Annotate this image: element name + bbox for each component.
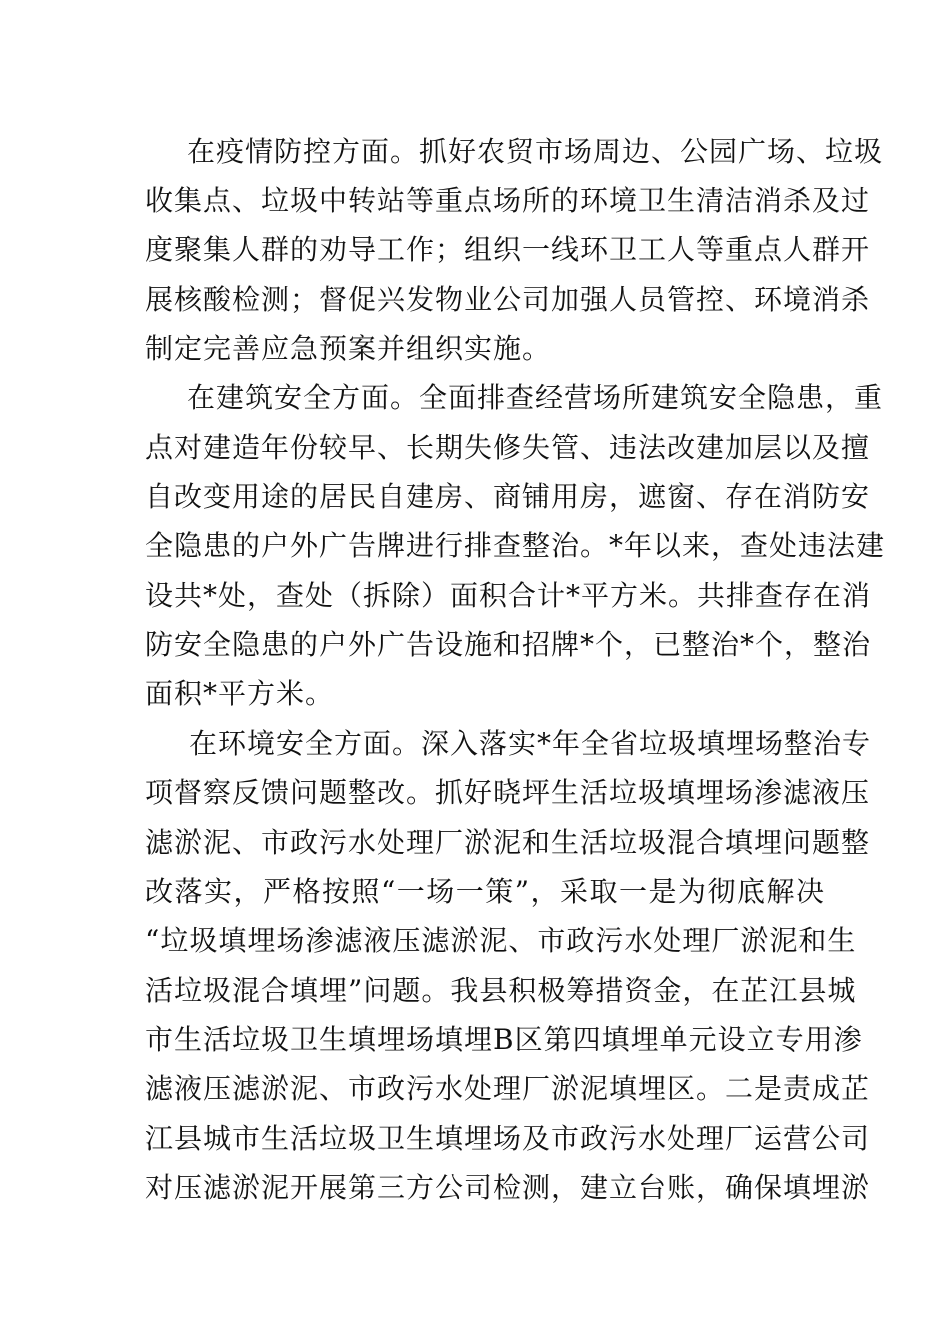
text-line: 设共*处，查处（拆除）面积合计*平方米。共排查存在消: [145, 579, 872, 612]
text-line: 对压滤淤泥开展第三方公司检测，建立台账，确保填埋淤: [145, 1171, 871, 1204]
text-line: 防安全隐患的户外广告设施和招牌*个，已整治*个，整治: [145, 628, 872, 661]
text-line: 度聚集人群的劝导工作；组织一线环卫工人等重点人群开: [145, 233, 871, 266]
text-line: 滤液压滤淤泥、市政污水处理厂淤泥填埋区。二是责成芷: [145, 1072, 871, 1105]
text-line: 江县城市生活垃圾卫生填埋场及市政污水处理厂运营公司: [145, 1122, 871, 1155]
text-line: 市生活垃圾卫生填埋场填埋B区第四填埋单元设立专用渗: [145, 1023, 863, 1056]
text-line: 在建筑安全方面。全面排查经营场所建筑安全隐患，重: [187, 381, 884, 414]
text-line: 项督察反馈问题整改。抓好晓坪生活垃圾填埋场渗滤液压: [145, 776, 871, 809]
text-line: 全隐患的户外广告牌进行排查整治。*年以来，查处违法建: [145, 529, 886, 562]
text-line: 活垃圾混合填埋”问题。我县积极筹措资金，在芷江县城: [145, 974, 857, 1007]
text-line: 滤淤泥、市政污水处理厂淤泥和生活垃圾混合填埋问题整: [145, 826, 871, 859]
text-line: 在疫情防控方面。抓好农贸市场周边、公园广场、垃圾: [187, 135, 884, 168]
text-line: 自改变用途的居民自建房、商铺用房，遮窗、存在消防安: [145, 480, 871, 513]
text-line: 改落实，严格按照“一场一策”，采取一是为彻底解决: [145, 875, 825, 908]
text-line: 面积*平方米。: [145, 677, 335, 710]
text-line: 制定完善应急预案并组织实施。: [145, 332, 552, 365]
text-line: “垃圾填埋场渗滤液压滤淤泥、市政污水处理厂淤泥和生: [145, 924, 857, 957]
text-line: 收集点、垃圾中转站等重点场所的环境卫生清洁消杀及过: [145, 184, 871, 217]
text-line: 在环境安全方面。深入落实*年全省垃圾填埋场整治专: [189, 727, 872, 760]
text-line: 点对建造年份较早、长期失修失管、违法改建加层以及擅: [145, 431, 871, 464]
text-line: 展核酸检测；督促兴发物业公司加强人员管控、环境消杀: [145, 283, 871, 316]
